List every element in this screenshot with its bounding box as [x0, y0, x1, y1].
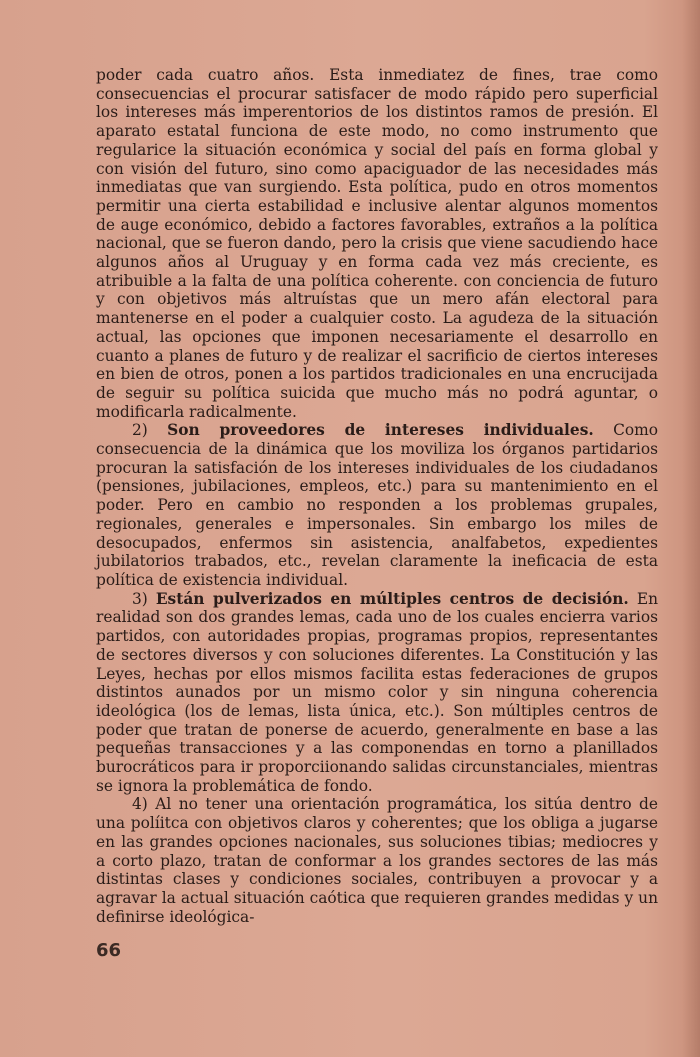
paragraph-2-text: Como consecuencia de la dinámica que los moviliza los órganos partidarios procuran la satisfación de los intereses individuales de los ciudadanos (pensiones, jubilaciones, empleos, etc.) para su mantenimiento en el poder. Pero en cambio no responden a los problemas grupales, regionales, generales e impersonales. Sin embargo los miles de desocupados, enfermos sin asistencia, analfabetos, expedientes jubilatorios trabados, etc., revelan claramente la ineficacia de esta política de existencia individual.: [96, 421, 658, 589]
paragraph-3-number: 3): [132, 589, 148, 608]
paragraph-4: [96, 795, 658, 926]
page-number: 66: [96, 940, 122, 961]
paragraph-3: [96, 590, 658, 796]
paragraph-4-text: Al no tener una orientación programática, los sitúa dentro de una políitca con objetivos claros y coherentes; que los obliga a jugarse en las grandes opciones nacionales, sus soluciones tibias; mediocres y a corto plazo, tratan de conformar a los grandes sectores de las más distintas clases y condiciones sociales, contribuyen a provocar y a agravar la actual situación caótica que requieren grandes medidas y un definirse ideológica-: [96, 795, 658, 926]
paragraph-2-number: 2): [132, 421, 148, 440]
paragraph-3-heading: Están pulverizados en múltiples centros de decisión.: [155, 589, 629, 608]
page-edge-shadow: [682, 0, 700, 1057]
paragraph-4-number: 4): [132, 795, 148, 814]
paragraph-1: [96, 66, 658, 421]
body-text: [96, 66, 658, 926]
paragraph-3-text: En realidad son dos grandes lemas, cada uno de los cuales encierra varios partidos, con autoridades propias, programas propios, representantes de sectores diversos y con soluciones diferentes. La Constitución y las Leyes, hechas por ellos mismos facilita estas federaciones de grupos distintos aunados por un mismo color y sin ninguna coherencia ideológica (los de lemas, lista única, etc.). Son múltiples centros de poder que tratan de ponerse de acuerdo, generalmente en base a las pequeñas transacciones y a las componendas en torno a planillados burocráticos para ir proporciionando salidas circunstanciales, mientras se ignora la problemática de fondo.: [96, 589, 658, 795]
paragraph-2: [96, 421, 658, 589]
paragraph-2-heading: Son proveedores de intereses individuales.: [167, 421, 594, 440]
paragraph-1-text: poder cada cuatro años. Esta inmediatez de fines, trae como consecuencias el procurar satisfacer de modo rápido pero superficial los intereses más imperentorios de los distintos ramos de presión. El aparato estatal funciona de este modo, no como instrumento que regularice la situación económica y social del país en forma global y con visión del futuro, sino como apaciguador de las necesidades más inmediatas que van surgiendo. Esta política, pudo en otros momentos permitir una cierta estabilidad e inclusive alentar algunos momentos de auge económico, debido a factores favorables, extraños a la política nacional, que se fueron dando, pero la crisis que viene sacudiendo hace algunos años al Uruguay y en forma cada vez más creciente, es atribuible a la falta de una política coherente. con conciencia de futuro y con objetivos más altruístas que un mero afán electoral para mantenerse en el poder a cualquier costo. La agudeza de la situación actual, las opciones que imponen necesariamente el desarrollo en cuanto a planes de futuro y de realizar el sacrificio de ciertos intereses en bien de otros, ponen a los partidos tradicionales en una encrucijada de seguir su política suicida que mucho más no podrá aguntar, o modificarla radicalmente.: [96, 66, 658, 421]
